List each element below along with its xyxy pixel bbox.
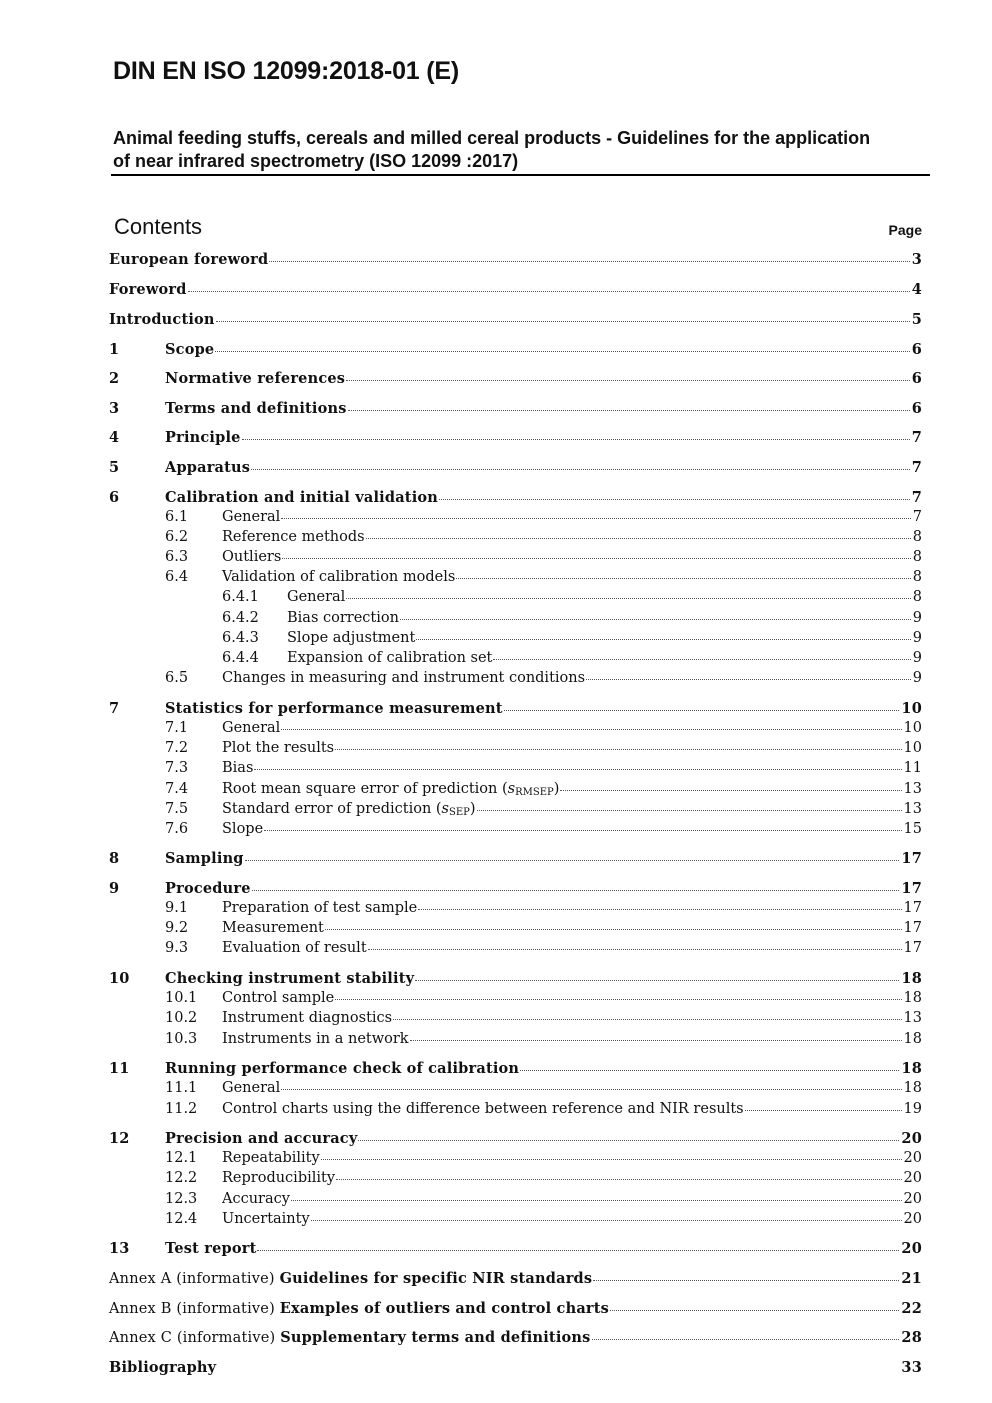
document-id: DIN EN ISO 12099:2018-01 (E) (113, 57, 459, 85)
symbol-close: ) (469, 801, 476, 817)
toc-entry-number: 12.1 (165, 1150, 198, 1166)
toc-entry-page: 28 (901, 1329, 922, 1346)
toc-entry-number: 6.1 (165, 509, 189, 525)
toc-entry-page: 33 (901, 1359, 922, 1376)
toc-entry[interactable] (109, 400, 922, 420)
toc-entry-page: 4 (911, 281, 922, 298)
toc-entry-label (287, 630, 415, 646)
toc-entry[interactable] (109, 1060, 922, 1080)
toc-entry[interactable] (109, 630, 922, 650)
toc-entry-title: Repeatability (222, 1150, 320, 1166)
toc-entry-title: Scope (165, 341, 215, 358)
toc-entry-page: 20 (903, 1170, 922, 1186)
toc-entry-title: Slope (222, 821, 264, 837)
dot-leader (366, 538, 911, 539)
toc-entry-number: 12 (109, 1130, 130, 1147)
toc-entry-page: 13 (903, 781, 922, 797)
dot-leader (335, 749, 901, 750)
toc-entry-label (165, 400, 347, 417)
toc-entry-title: Calibration and initial validation (165, 489, 439, 506)
dot-leader (418, 909, 901, 910)
dot-leader (348, 410, 910, 411)
symbol: s (441, 801, 449, 817)
toc-entry-label (287, 589, 345, 605)
toc-entry[interactable] (109, 940, 922, 960)
toc-entry-number: 6.4.2 (222, 610, 259, 626)
toc-entry-title: Apparatus (165, 459, 251, 476)
toc-entry[interactable] (109, 1031, 922, 1051)
toc-entry-title: General (222, 509, 281, 525)
dot-leader (592, 1339, 900, 1340)
dot-leader (745, 1110, 902, 1111)
dot-leader (346, 380, 910, 381)
toc-entry-page: 19 (903, 1101, 922, 1117)
toc-entry-number: 9.2 (165, 920, 189, 936)
toc-entry-page: 8 (912, 549, 922, 565)
toc-entry[interactable] (109, 1359, 922, 1379)
toc-entry-page: 18 (903, 1031, 922, 1047)
toc-entry-title: Terms and definitions (165, 400, 347, 417)
toc-entry-label (165, 489, 438, 506)
toc-entry-title: Test report (165, 1240, 257, 1257)
toc-entry-number: 7 (109, 700, 120, 717)
symbol-close: ) (553, 781, 560, 797)
dot-leader (593, 1280, 899, 1281)
toc-entry-title: Checking instrument stability (165, 970, 415, 987)
page-column-heading: Page (888, 222, 922, 238)
toc-entry[interactable] (109, 549, 922, 569)
toc-entry-page: 17 (903, 940, 922, 956)
toc-entry-title: European foreword (109, 251, 269, 268)
dot-leader (257, 1250, 899, 1251)
toc-entry-page: 20 (901, 1240, 922, 1257)
toc-entry[interactable] (109, 1300, 922, 1320)
toc-entry-title: Statistics for performance measurement (165, 700, 503, 717)
dot-leader (252, 890, 900, 891)
toc-entry-label (222, 1031, 409, 1047)
dot-leader (410, 1040, 902, 1041)
toc-entry-label (222, 1170, 335, 1186)
toc-entry-label (165, 459, 250, 476)
toc-entry-label (222, 940, 367, 956)
toc-entry-label (222, 1101, 744, 1117)
toc-entry-title: Principle (165, 429, 241, 446)
toc-entry-label (222, 1010, 392, 1026)
toc-entry[interactable] (109, 529, 922, 549)
toc-entry[interactable] (109, 281, 922, 301)
toc-entry-number: 8 (109, 850, 120, 867)
toc-entry-title: Sampling (165, 850, 244, 867)
toc-entry-title: Control sample (222, 990, 335, 1006)
toc-entry-page: 7 (912, 509, 922, 525)
toc-entry-title: Reference methods (222, 529, 365, 545)
toc-entry-title: Slope adjustment (287, 630, 416, 646)
toc-entry-page: 17 (903, 900, 922, 916)
toc-entry-number: 12.4 (165, 1211, 198, 1227)
toc-entry-label (109, 281, 187, 298)
toc-entry-number: 4 (109, 429, 120, 446)
toc-entry-label (222, 920, 324, 936)
dot-leader (368, 949, 902, 950)
dot-leader (242, 439, 910, 440)
dot-leader (504, 710, 900, 711)
toc-entry-label (222, 549, 281, 565)
dot-leader (416, 639, 910, 640)
toc-entry[interactable] (109, 700, 922, 720)
toc-entry-label (165, 850, 244, 867)
toc-entry-page: 7 (911, 429, 922, 446)
toc-entry[interactable] (109, 801, 922, 821)
toc-entry-title: Outliers (222, 549, 282, 565)
toc-entry-page: 17 (901, 880, 922, 897)
dot-leader (281, 1089, 901, 1090)
toc-entry-page: 18 (903, 1080, 922, 1096)
toc-entry-label (165, 1060, 519, 1077)
toc-entry-page: 20 (903, 1191, 922, 1207)
toc-entry[interactable] (109, 251, 922, 271)
toc-entry[interactable] (109, 569, 922, 589)
toc-entry[interactable] (109, 990, 922, 1010)
annex-prefix: Annex C (informative) (109, 1330, 281, 1346)
toc-entry-page: 5 (911, 311, 922, 328)
toc-entry-title: General (222, 1080, 281, 1096)
dot-leader (358, 1140, 899, 1141)
symbol-subscript: RMSEP (515, 787, 554, 798)
toc-entry-label (165, 1130, 357, 1147)
toc-entry-label (222, 1191, 290, 1207)
toc-entry-title: Instrument diagnostics (222, 1010, 393, 1026)
document-title: Animal feeding stuffs, cereals and milled cereal products - Guidelines for the application of near infrared spectrometry (ISO 12099 :2017) (113, 128, 871, 171)
toc-entry-label (222, 821, 263, 837)
toc-entry-title: Reproducibility (222, 1170, 336, 1186)
toc-entry-label (109, 311, 215, 328)
toc-entry-label (222, 1150, 320, 1166)
dot-leader (586, 679, 911, 680)
toc-entry[interactable] (109, 1329, 922, 1349)
toc-entry-page: 6 (911, 400, 922, 417)
toc-entry-number: 2 (109, 370, 120, 387)
toc-entry-number: 1 (109, 341, 120, 358)
toc-entry-page: 20 (901, 1130, 922, 1147)
toc-entry[interactable] (109, 459, 922, 479)
toc-entry-number: 9.1 (165, 900, 189, 916)
dot-leader (346, 598, 910, 599)
dot-leader (281, 518, 910, 519)
toc-entry-page: 17 (901, 850, 922, 867)
title-divider (111, 174, 930, 176)
toc-entry-label (165, 429, 241, 446)
toc-entry[interactable] (109, 1270, 922, 1290)
toc-entry[interactable] (109, 370, 922, 390)
toc-entry[interactable] (109, 920, 922, 940)
annex-prefix: Annex B (informative) (109, 1301, 280, 1317)
toc-entry-label (287, 650, 492, 666)
toc-entry-label (287, 610, 399, 626)
toc-entry-number: 13 (109, 1240, 130, 1257)
toc-entry-page: 15 (903, 821, 922, 837)
toc-entry-number: 11 (109, 1060, 130, 1077)
toc-entry-page: 9 (912, 630, 922, 646)
toc-entry-page: 20 (903, 1150, 922, 1166)
toc-entry[interactable] (109, 1080, 922, 1100)
toc-entry[interactable] (109, 589, 922, 609)
toc-entry-number: 7.3 (165, 760, 189, 776)
toc-entry-number: 6.4.1 (222, 589, 259, 605)
toc-entry-number: 10 (109, 970, 130, 987)
dot-leader (269, 261, 909, 262)
toc-entry[interactable] (109, 311, 922, 331)
toc-entry-title: Precision and accuracy (165, 1130, 358, 1147)
toc-entry-number: 7.6 (165, 821, 189, 837)
toc-entry-title: Introduction (109, 311, 215, 328)
toc-entry-number: 6.2 (165, 529, 189, 545)
toc-entry-title: Guidelines for specific NIR standards (279, 1270, 593, 1287)
toc-entry[interactable] (109, 1010, 922, 1030)
toc-entry-label (165, 970, 414, 987)
toc-entry-page: 17 (903, 920, 922, 936)
toc-entry-number: 11.1 (165, 1080, 198, 1096)
toc-entry-label (222, 801, 476, 818)
toc-entry-page: 6 (911, 370, 922, 387)
toc-entry[interactable] (109, 1191, 922, 1211)
toc-entry-title: Root mean square error of prediction ( (222, 781, 508, 797)
toc-entry-title: Accuracy (222, 1191, 290, 1207)
toc-entry-title: Supplementary terms and definitions (280, 1329, 591, 1346)
dot-leader (336, 1179, 902, 1180)
toc-entry-number: 10.2 (165, 1010, 198, 1026)
toc-entry[interactable] (109, 880, 922, 900)
toc-entry-label (222, 990, 334, 1006)
toc-entry-title: Control charts using the difference between reference and NIR results (222, 1101, 744, 1117)
toc-entry-page: 10 (903, 740, 922, 756)
toc-entry[interactable] (109, 610, 922, 630)
toc-entry-label (109, 251, 268, 268)
toc-entry-title: Bias correction (287, 610, 399, 626)
toc-entry-number: 6 (109, 489, 120, 506)
toc-entry-number: 6.4.4 (222, 650, 259, 666)
dot-leader (321, 1159, 902, 1160)
dot-leader (560, 790, 901, 791)
toc-entry[interactable] (109, 509, 922, 529)
toc-entry[interactable] (109, 341, 922, 361)
dot-leader (415, 980, 899, 981)
toc-entry-number: 6.4.3 (222, 630, 259, 646)
toc-entry-label (109, 1300, 609, 1317)
toc-entry-number: 9.3 (165, 940, 189, 956)
toc-entry-page: 8 (912, 529, 922, 545)
toc-entry-label (222, 569, 455, 585)
toc-entry-title: Running performance check of calibration (165, 1060, 520, 1077)
dot-leader (493, 659, 910, 660)
toc-entry-label (222, 509, 280, 525)
toc-entry-page: 21 (901, 1270, 922, 1287)
toc-entry-title: Examples of outliers and control charts (279, 1300, 610, 1317)
dot-leader (216, 321, 910, 322)
dot-leader (282, 558, 910, 559)
toc-entry-page: 18 (901, 1060, 922, 1077)
toc-entry[interactable] (109, 489, 922, 509)
toc-entry-label (165, 1240, 256, 1257)
toc-entry-title: Plot the results (222, 740, 335, 756)
toc-entry-label (222, 740, 334, 756)
dot-leader (335, 999, 901, 1000)
dot-leader (456, 578, 910, 579)
toc-entry-number: 10.3 (165, 1031, 198, 1047)
toc-entry-label (222, 670, 585, 686)
contents-heading: Contents (114, 214, 203, 239)
toc-entry-label (222, 720, 280, 736)
toc-entry-number: 10.1 (165, 990, 198, 1006)
toc-entry-number: 7.5 (165, 801, 189, 817)
toc-entry-title: Preparation of test sample (222, 900, 418, 916)
toc-entry[interactable] (109, 670, 922, 690)
toc-entry[interactable] (109, 1130, 922, 1150)
toc-entry-page: 22 (901, 1300, 922, 1317)
toc-entry-title: Changes in measuring and instrument conditions (222, 670, 586, 686)
dot-leader (610, 1310, 899, 1311)
toc-entry-number: 6.5 (165, 670, 189, 686)
toc-entry-number: 7.4 (165, 781, 189, 797)
toc-entry-number: 6.3 (165, 549, 189, 565)
toc-entry-page: 8 (912, 569, 922, 585)
symbol-subscript: SEP (449, 807, 470, 818)
toc-entry-page: 11 (903, 760, 922, 776)
toc-entry-page: 13 (903, 1010, 922, 1026)
toc-entry-title: Bibliography (109, 1359, 217, 1376)
dot-leader (477, 810, 902, 811)
toc-entry-title: General (222, 720, 281, 736)
toc-entry-label (222, 529, 365, 545)
dot-leader (215, 351, 909, 352)
toc-entry-number: 3 (109, 400, 120, 417)
toc-entry-number: 5 (109, 459, 120, 476)
toc-entry-title: Measurement (222, 920, 324, 936)
toc-entry-page: 8 (912, 589, 922, 605)
toc-entry-number: 12.3 (165, 1191, 198, 1207)
toc-entry[interactable] (109, 1170, 922, 1190)
toc-entry[interactable] (109, 821, 922, 841)
toc-entry-page: 6 (911, 341, 922, 358)
toc-entry-page: 3 (911, 251, 922, 268)
toc-entry[interactable] (109, 900, 922, 920)
toc-entry[interactable] (109, 970, 922, 990)
toc-entry-page: 10 (901, 700, 922, 717)
toc-entry-page: 9 (912, 670, 922, 686)
toc-entry-number: 9 (109, 880, 120, 897)
toc-entry[interactable] (109, 1101, 922, 1121)
toc-entry[interactable] (109, 850, 922, 870)
toc-entry-title: Expansion of calibration set (287, 650, 493, 666)
toc-entry[interactable] (109, 1240, 922, 1260)
dot-leader (325, 929, 902, 930)
toc-entry-page: 9 (912, 650, 922, 666)
toc-entry-label (222, 1211, 310, 1227)
dot-leader (245, 860, 900, 861)
dot-leader (264, 830, 901, 831)
dot-leader (188, 291, 910, 292)
toc-entry-page: 10 (903, 720, 922, 736)
toc-entry-page: 9 (912, 610, 922, 626)
toc-entry-title: Validation of calibration models (222, 569, 456, 585)
toc-entry-page: 7 (911, 459, 922, 476)
toc-entry[interactable] (109, 760, 922, 780)
dot-leader (254, 769, 901, 770)
dot-leader (291, 1200, 902, 1201)
toc-entry[interactable] (109, 720, 922, 740)
toc-entry-label (222, 900, 417, 916)
toc-entry-label (109, 1359, 216, 1376)
toc-entry-label (165, 880, 251, 897)
toc-entry-label (109, 1329, 591, 1346)
toc-entry-page: 18 (903, 990, 922, 1006)
toc-entry-label (222, 1080, 280, 1096)
dot-leader (311, 1220, 902, 1221)
toc-entry-label (109, 1270, 592, 1287)
toc-entry-number: 6.4 (165, 569, 189, 585)
toc-entry[interactable] (109, 740, 922, 760)
toc-entry[interactable] (109, 1150, 922, 1170)
dot-leader (439, 499, 910, 500)
toc-entry[interactable] (109, 429, 922, 449)
toc-entry-number: 7.2 (165, 740, 189, 756)
toc-entry-title: Procedure (165, 880, 251, 897)
toc-entry-page: 18 (901, 970, 922, 987)
symbol: s (507, 781, 516, 797)
toc-entry-number: 7.1 (165, 720, 189, 736)
toc-entry-title: Evaluation of result (222, 940, 367, 956)
toc-entry-title: Instruments in a network (222, 1031, 409, 1047)
toc-entry[interactable] (109, 650, 922, 670)
toc-entry-title: Uncertainty (222, 1211, 310, 1227)
toc-entry[interactable] (109, 781, 922, 801)
toc-entry-title: Foreword (109, 281, 187, 298)
toc-entry-number: 11.2 (165, 1101, 198, 1117)
toc-entry-title: General (287, 589, 346, 605)
toc-entry[interactable] (109, 1211, 922, 1231)
toc-entry-label (165, 341, 214, 358)
toc-entry-page: 7 (911, 489, 922, 506)
toc-entry-label (165, 370, 345, 387)
toc-entry-label (165, 700, 503, 717)
dot-leader (520, 1070, 899, 1071)
toc-entry-title: Normative references (165, 370, 346, 387)
toc-entry-number: 12.2 (165, 1170, 198, 1186)
toc-entry-label (222, 781, 559, 798)
annex-prefix: Annex A (informative) (109, 1271, 280, 1287)
toc-entry-label (222, 760, 253, 776)
toc-entry-title: Bias (222, 760, 254, 776)
toc-entry-page: 13 (903, 801, 922, 817)
toc-entry-title: Standard error of prediction ( (222, 801, 442, 817)
dot-leader (251, 469, 910, 470)
toc-entry-page: 20 (903, 1211, 922, 1227)
dot-leader (400, 619, 911, 620)
dot-leader (393, 1019, 901, 1020)
dot-leader (281, 729, 901, 730)
